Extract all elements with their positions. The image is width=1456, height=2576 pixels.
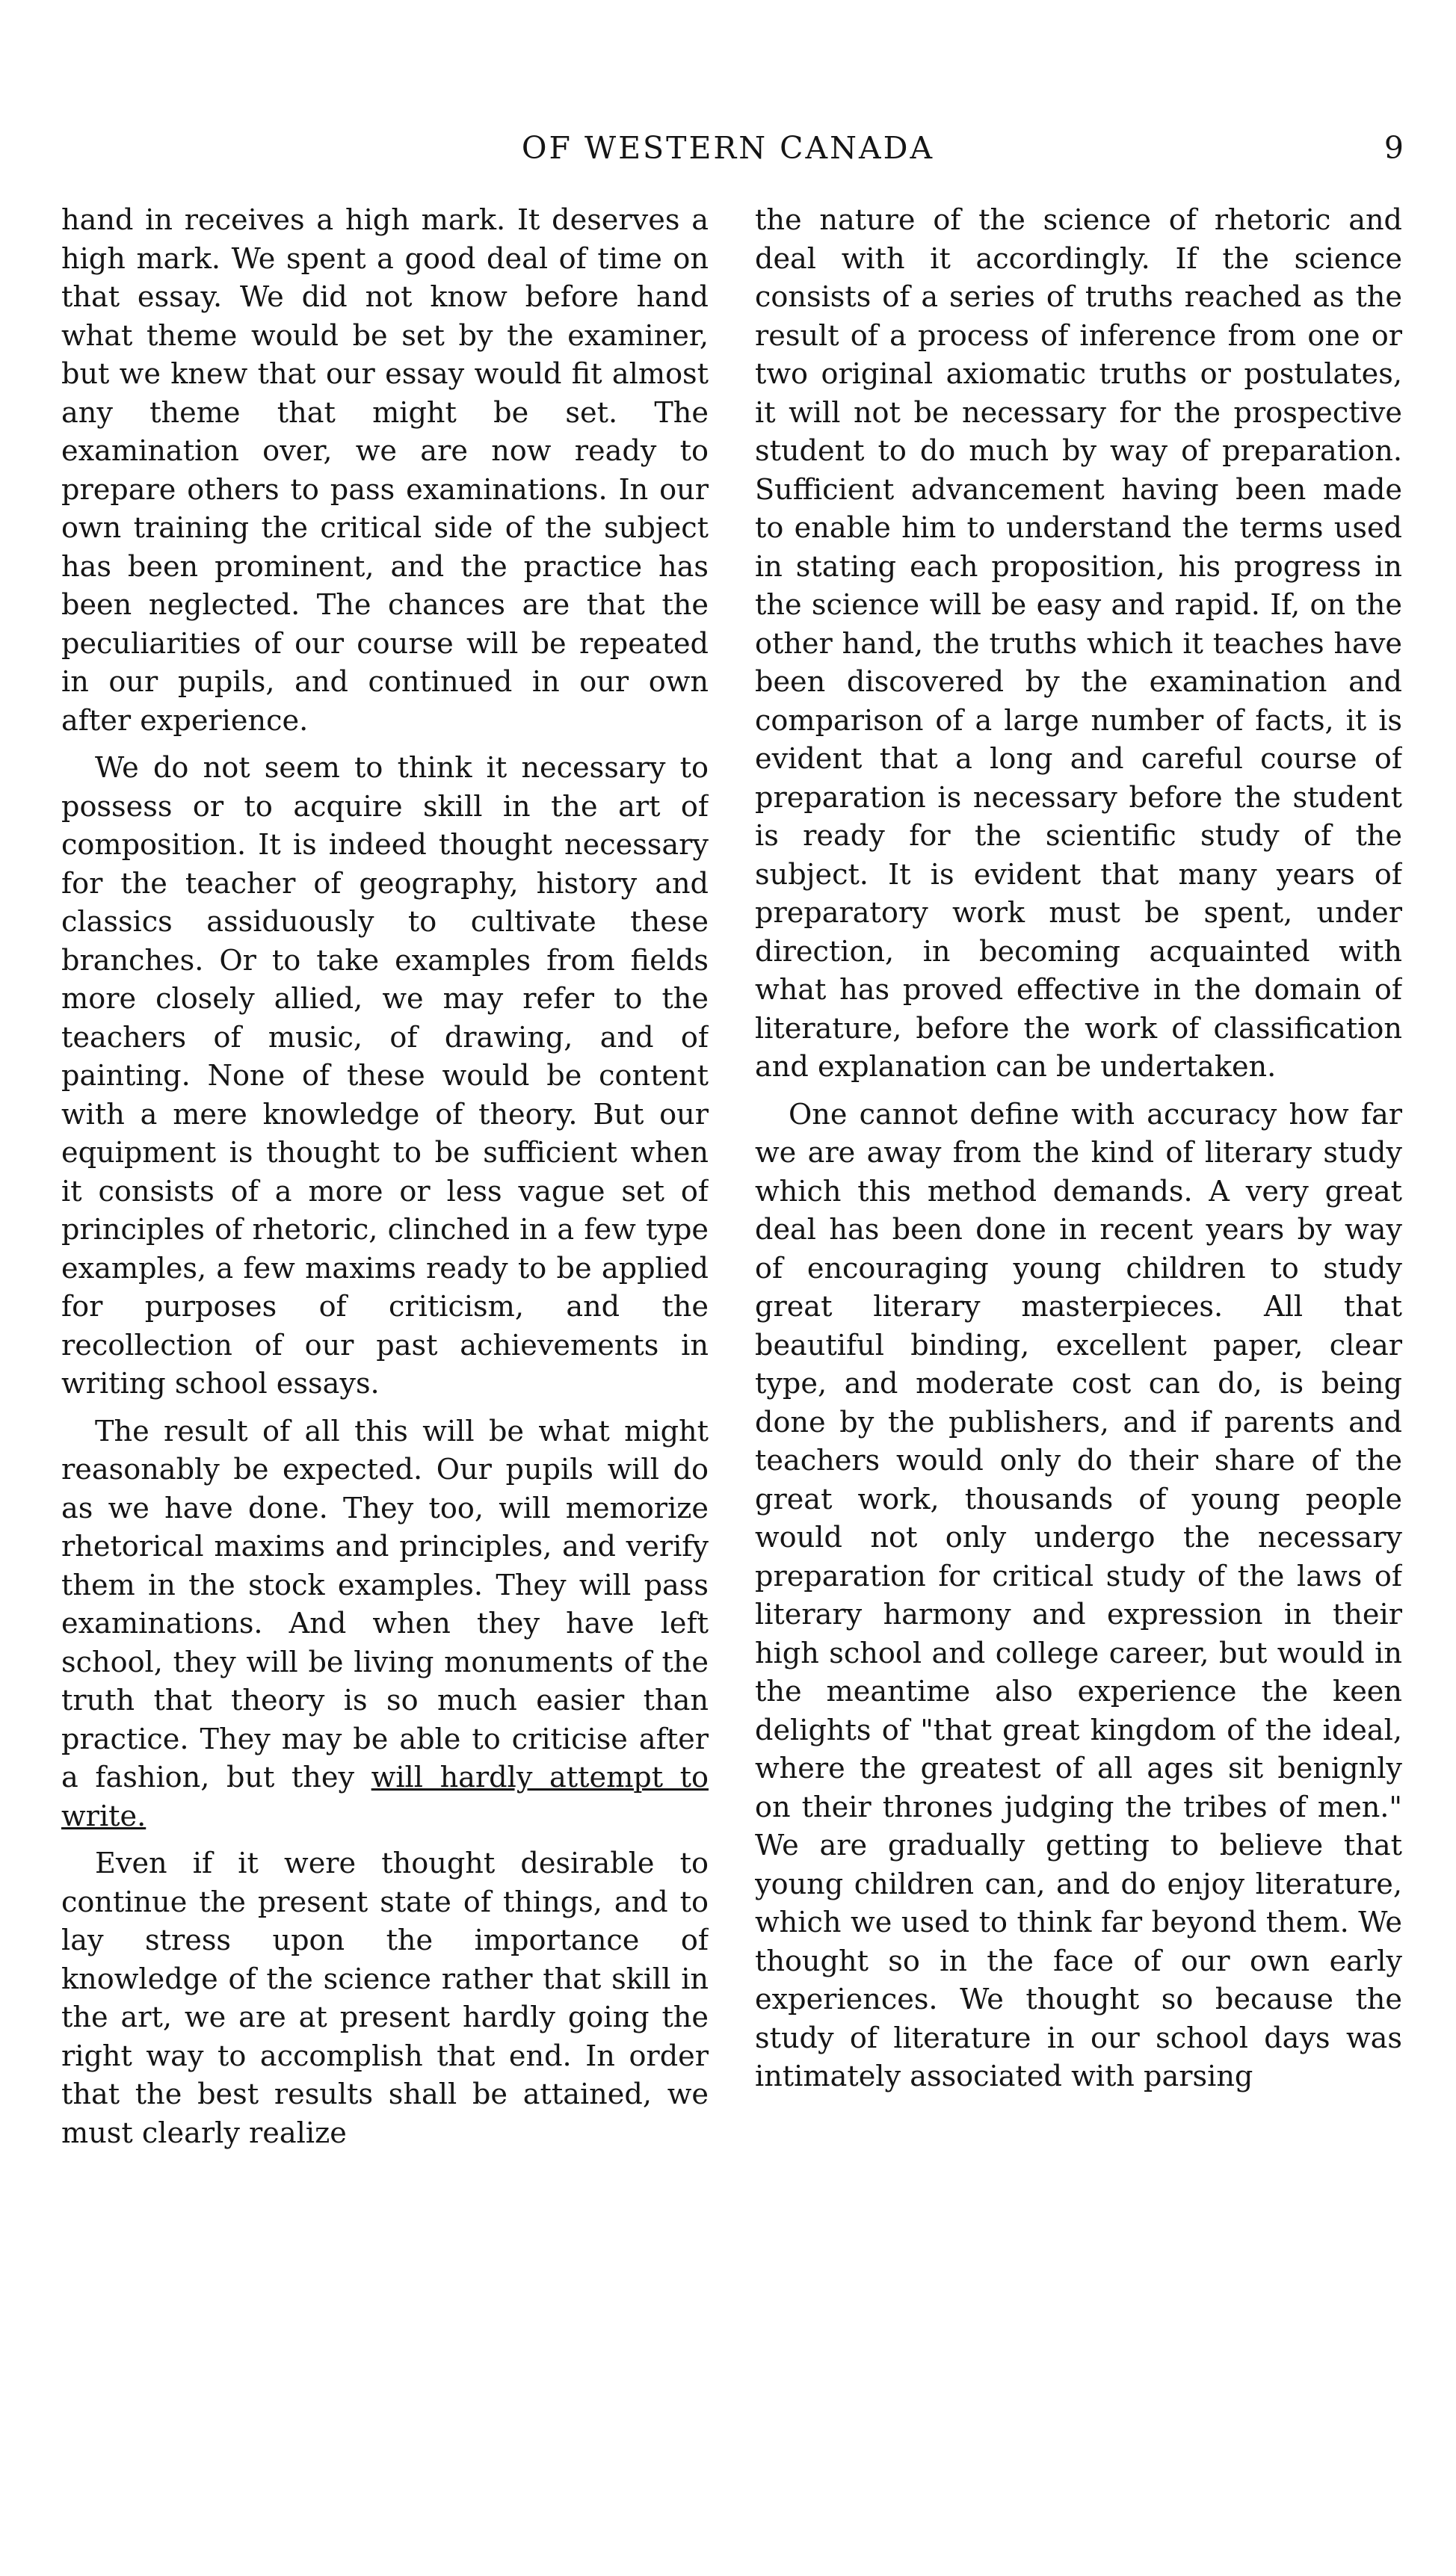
paragraph: hand in receives a high mark. It deserves a high mark. We spent a good deal of time on that essay. We did not know before hand what theme would be set by the examiner, but we knew that our essay would fit almost any theme that might be set. The examination over, we are now ready to prepare others to pass examinations. In our own training the critical side of the subject has been prominent, and the practice has been neglected. The chances are that the peculiarities of our course will be repeated in our pupils, and continued in our own after experience. <box>61 204 709 738</box>
page-header <box>0 126 1456 170</box>
left-column <box>61 202 709 2496</box>
paragraph <box>61 1413 709 1837</box>
underlined-text: will hardly attempt to write. <box>61 1761 709 1833</box>
paragraph: Even if it were thought desirable to continue the present state of things, and to lay stress upon the importance of knowledge of the science rather that skill in the art, we are at present hardly going the right way to accomplish that end. In order that the best results shall be attained, we must clearly realize <box>61 1847 709 2150</box>
paragraph: the nature of the science of rhetoric and deal with it accordingly. If the science consists of a series of truths reached as the result of a process of inference from one or two original axiomatic truths or postulates, it will not be necessary for the prospective student to do much by way of preparation. Sufficient advancement having been made to enable him to understand the terms used in stating each proposition, his progress in the science will be easy and rapid. If, on the other hand, the truths which it teaches have been discovered by the examination and comparison of a large number of facts, it is evident that a long and careful course of preparation is necessary before the student is ready for the scientific study of the subject. It is evident that many years of preparatory work must be spent, under direction, in becoming acquainted with what has proved effective in the domain of literature, before the work of classification and explanation can be undertaken. <box>755 204 1402 1084</box>
paragraph: One cannot define with accuracy how far we are away from the kind of literary study which this method demands. A very great deal has been done in recent years by way of encouraging young children to study great literary masterpieces. All that beautiful binding, excellent paper, clear type, and moderate cost can do, is being done by the publishers, and if parents and teachers would only do their share of the great work, thousands of young people would not only undergo the necessary preparation for critical study of the laws of literary harmony and expression in their high school and college career, but would in the meantime also experience the keen delights of "that great kingdom of the ideal, where the greatest of all ages sit benignly on their thrones judging the tribes of men." We are gradually getting to believe that young children can, and do enjoy literature, which we used to think far beyond them. We thought so in the face of our own early experiences. We thought so because the study of literature in our school days was intimately associated with parsing <box>755 1098 1402 2093</box>
page-number: 9 <box>1383 130 1404 166</box>
right-column <box>755 202 1402 2496</box>
paragraph-text: The result of all this will be what might reasonably be expected. Our pupils will do as we have done. They too, will memorize rhetorical maxims and principles, and verify them in the stock examples. They will pass examinations. And when they have left school, they will be living monuments of the truth that theory is so much easier than practice. They may be able to criticise after a fashion, but they <box>61 1415 709 1794</box>
running-title: OF WESTERN CANADA <box>521 130 935 166</box>
paragraph: We do not seem to think it necessary to possess or to acquire skill in the art of composition. It is indeed thought necessary for the teacher of geography, history and classics assiduously to cultivate these branches. Or to take examples from fields more closely allied, we may refer to the teachers of music, of drawing, and of painting. None of these would be content with a mere knowledge of theory. But our equipment is thought to be sufficient when it consists of a more or less vague set of principles of rhetoric, clinched in a few type examples, a few maxims ready to be applied for purposes of criticism, and the recollection of our past achievements in writing school essays. <box>61 752 709 1400</box>
